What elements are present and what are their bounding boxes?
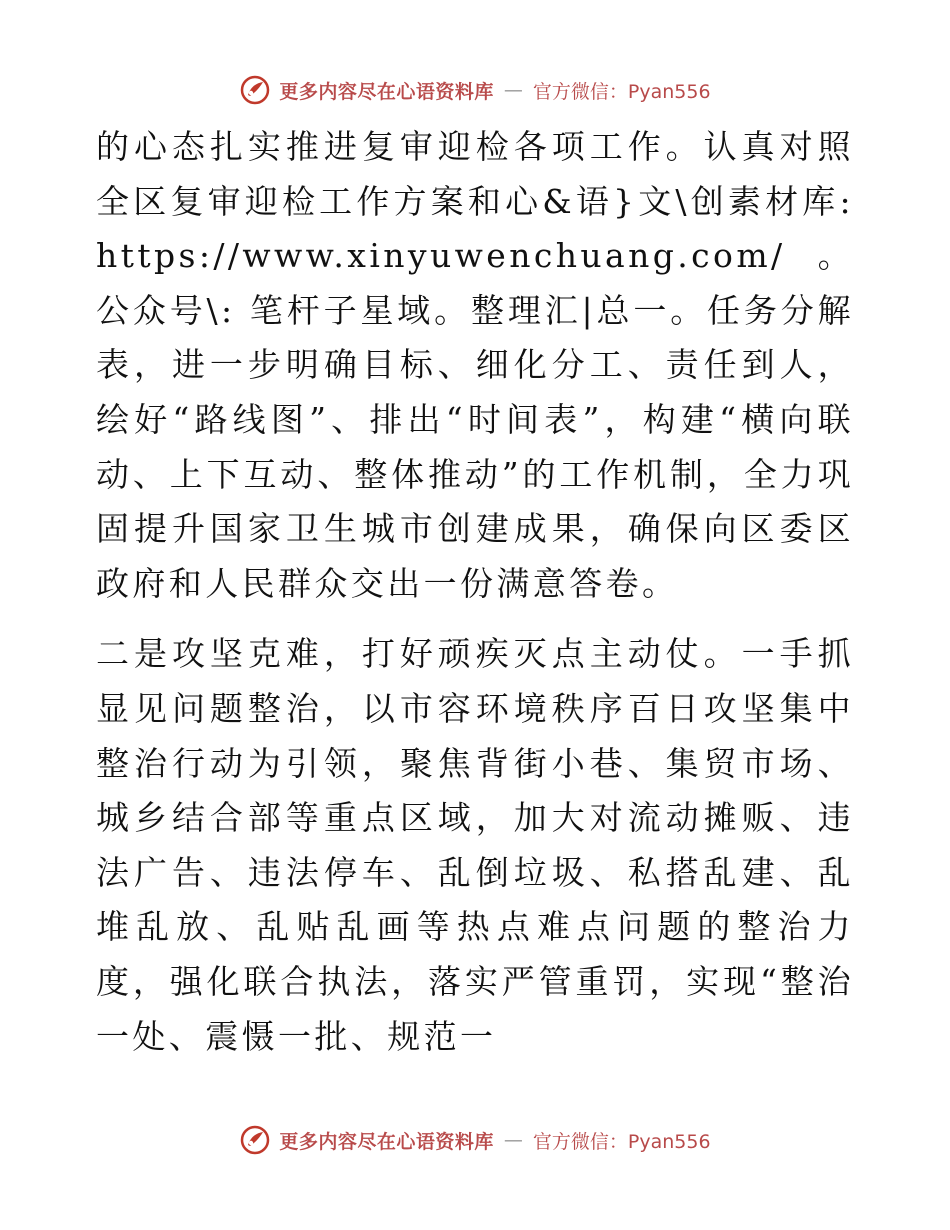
watermark-separator: — [503,79,523,101]
paragraph-2: 二是攻坚克难，打好顽疾灭点主动仗。一手抓显见问题整治，以市容环境秩序百日攻坚集中整治行动为引领，聚焦背街小巷、集贸市场、城乡结合部等重点区域，加大对流动摊贩、违法广告、违法停车、乱倒垃圾、私搭乱建、乱堆乱放、乱贴乱画等热点难点问题的整治力度，强化联合执法，落实严管重罚，实现“整治一处、震慑一批、规范一 [96,634,854,1056]
watermark-brand-text: 更多内容尽在心语资料库 [279,80,494,103]
watermark-brand-text: 更多内容尽在心语资料库 [279,1130,494,1153]
document-body [96,120,854,1064]
paragraph-1: 的心态扎实推进复审迎检各项工作。认真对照全区复审迎检工作方案和心&语}文\创素材库: https://www.xinyuwenchuang.com/。公众号\: 笔杆子星域。整理汇|总一。任务分解表，进一步明确目标、细化分工、责任到人，绘好“路线图”、排出“时间表”，构建“横向联动、上下互动、整体推动”的工作机制，全力巩固提升国家卫生城市创建成果，确保向区委区政府和人民群众交出一份满意答卷。 [96,127,854,603]
watermark-wechat-text: 官方微信：Pyan556 [532,1130,711,1153]
watermark-wechat-text: 官方微信：Pyan556 [532,80,711,103]
brand-logo-icon [239,1124,271,1156]
header-watermark [0,68,950,112]
brand-logo-icon [239,74,271,106]
footer-watermark [0,1118,950,1162]
watermark-separator: — [503,1129,523,1151]
